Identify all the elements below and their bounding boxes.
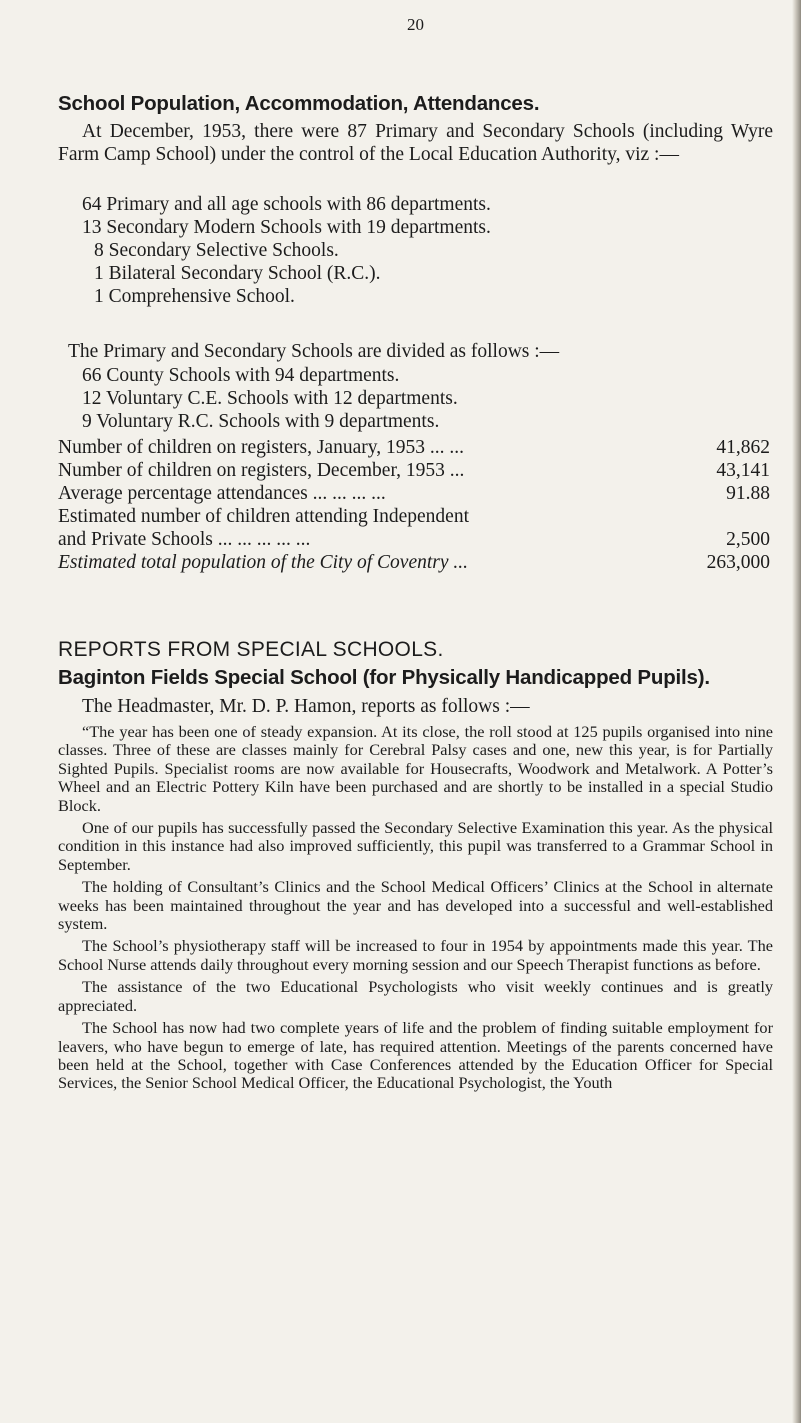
stat-label: Number of children on registers, December, 1953 ... — [58, 460, 465, 481]
list-item: 66 County Schools with 94 departments. — [82, 365, 400, 386]
stat-value: 41,862 — [716, 437, 770, 458]
report-paragraph: The School’s physiotherapy staff will be increased to four in 1954 by appointments made this year. The School Nurse attends daily throughout every morning session and our Speech Therapist functions as before. — [58, 936, 773, 974]
page-edge-shadow — [792, 0, 801, 1423]
stat-value: 263,000 — [706, 552, 770, 573]
stat-value: 43,141 — [716, 460, 770, 481]
table-row — [58, 483, 770, 506]
table-row — [58, 437, 770, 460]
page-number: 20 — [407, 15, 424, 34]
report-paragraph: The holding of Consultant’s Clinics and the School Medical Officers’ Clinics at the School in alternate weeks has been maintained throughout the year and has developed into a successful and well-established system. — [58, 877, 773, 934]
stat-value: 2,500 — [726, 529, 770, 550]
list-item: 13 Secondary Modern Schools with 19 departments. — [82, 217, 491, 238]
section-heading-population: School Population, Accommodation, Attendances. — [58, 92, 540, 115]
report-paragraph: “The year has been one of steady expansion. At its close, the roll stood at 125 pupils organised into nine classes. Three of these are classes mainly for Cerebral Palsy cases and one, new this year, is for Partially Sighted Pupils. Specialist rooms are now available for Housecrafts, Woodwork and Metalwork. A Potter’s Wheel and an Electric Pottery Kiln have been purchased and are shortly to be installed in a special Studio Block. — [58, 722, 773, 815]
section-heading-special-schools: REPORTS FROM SPECIAL SCHOOLS. — [58, 638, 444, 661]
stat-label: Average percentage attendances ... ... ... ... — [58, 483, 386, 504]
report-paragraph: One of our pupils has successfully passed the Secondary Selective Examination this year. As the physical condition in this instance had also improved sufficiently, this pupil was transferred to a Grammar School in September. — [58, 818, 773, 874]
report-body — [58, 723, 773, 1097]
population-intro: At December, 1953, there were 87 Primary and Secondary Schools (including Wyre Farm Camp School) under the control of the Local Education Authority, viz :— — [58, 121, 773, 165]
report-paragraph: The assistance of the two Educational Psychologists who visit weekly continues and is greatly appreciated. — [58, 977, 773, 1015]
division-intro: The Primary and Secondary Schools are divided as follows :— — [68, 341, 560, 362]
list-item: 1 Bilateral Secondary School (R.C.). — [94, 263, 381, 284]
stat-label: Estimated total population of the City of Coventry ... — [58, 552, 469, 573]
list-item: 9 Voluntary R.C. Schools with 9 departments. — [82, 411, 440, 432]
stat-label: Number of children on registers, January, 1953 ... ... — [58, 437, 464, 458]
subheading-baginton-fields: Baginton Fields Special School (for Physically Handicapped Pupils). — [58, 666, 710, 689]
list-item: 8 Secondary Selective Schools. — [94, 240, 339, 261]
stat-value — [660, 506, 770, 529]
list-item: 1 Comprehensive School. — [94, 286, 295, 307]
stat-value: 91.88 — [726, 483, 770, 504]
list-item: 64 Primary and all age schools with 86 departments. — [82, 194, 491, 215]
report-paragraph: The School has now had two complete years of life and the problem of finding suitable employment for leavers, who have begun to emerge of late, has required attention. Meetings of the parents concerned have been held at the School, together with Case Conferences attended by the Education Officer for Special Services, the Senior School Medical Officer, the Educational Psychologist, the Youth — [58, 1018, 773, 1093]
stat-label: Estimated number of children attending Independent — [58, 506, 469, 527]
division-list — [82, 364, 458, 433]
statistics-table — [58, 437, 770, 575]
table-row — [58, 529, 770, 552]
table-row — [58, 506, 770, 529]
school-type-list — [82, 193, 491, 308]
table-row — [58, 552, 770, 575]
stat-label: and Private Schools ... ... ... ... ... — [58, 529, 311, 550]
list-item: 12 Voluntary C.E. Schools with 12 departments. — [82, 388, 458, 409]
report-intro: The Headmaster, Mr. D. P. Hamon, reports as follows :— — [82, 696, 530, 717]
table-row — [58, 460, 770, 483]
